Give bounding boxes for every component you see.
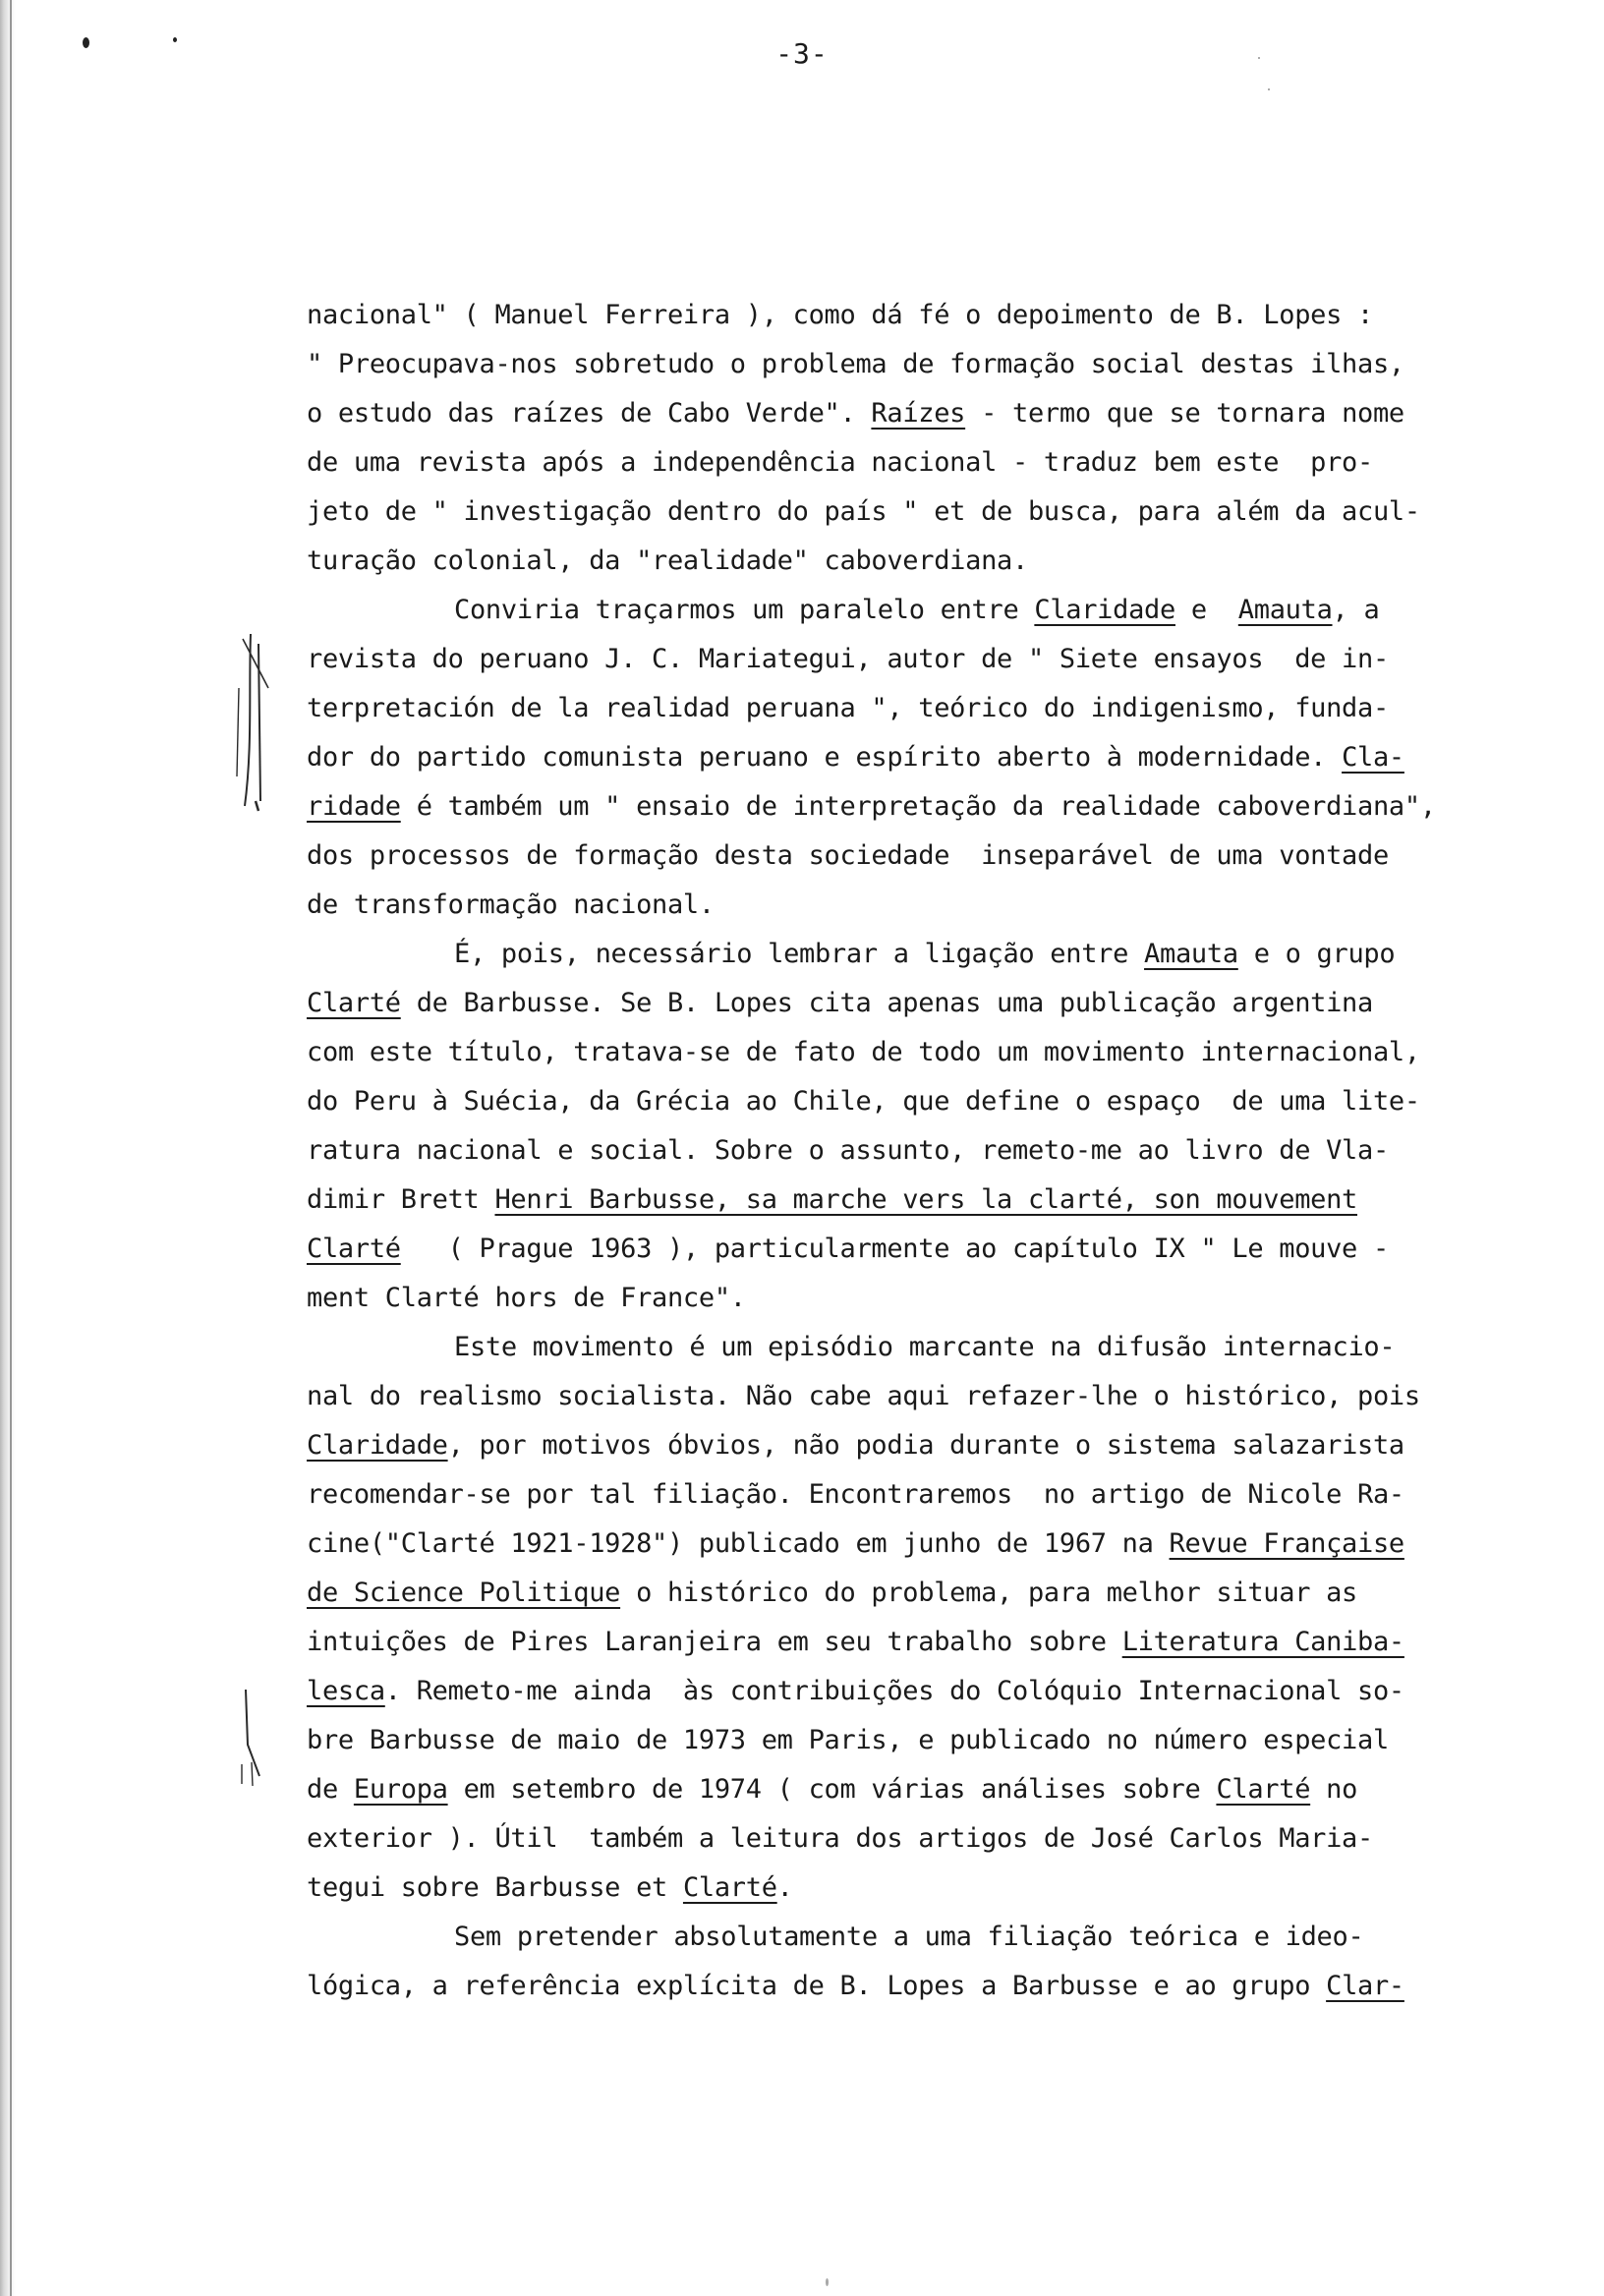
text-segment: terpretación de la realidad peruana ", teórico do indigenismo, funda- bbox=[307, 693, 1389, 723]
text-segment: com este título, tratava-se de fato de todo um movimento internacional, bbox=[307, 1037, 1420, 1067]
text-segment: é também um " ensaio de interpretação da realidade caboverdiana", bbox=[400, 791, 1436, 822]
text-line bbox=[307, 1618, 1486, 1667]
text-segment: dimir Brett bbox=[307, 1184, 495, 1215]
text-line bbox=[307, 1716, 1486, 1765]
text-segment: jeto de " investigação dentro do país " et de busca, para além da acul- bbox=[307, 496, 1420, 527]
text-segment: nal do realismo socialista. Não cabe aqui refazer-lhe o histórico, pois bbox=[307, 1381, 1420, 1411]
text-segment: revista do peruano J. C. Mariategui, autor de " Siete ensayos de in- bbox=[307, 644, 1389, 674]
text-segment: É, pois, necessário lembrar a ligação entre bbox=[454, 939, 1145, 969]
underlined-title: Clarté bbox=[307, 1234, 401, 1264]
text-segment: no bbox=[1310, 1774, 1358, 1805]
text-line bbox=[307, 389, 1486, 438]
text-line bbox=[307, 1225, 1486, 1274]
text-segment: . bbox=[776, 1872, 793, 1903]
binding-edge-shadow bbox=[0, 0, 16, 2296]
text-segment: de uma revista após a independência nacional - traduz bem este pro- bbox=[307, 447, 1373, 478]
text-segment: ( Prague 1963 ), particularmente ao capítulo IX " Le mouve - bbox=[400, 1234, 1389, 1264]
text-segment: lógica, a referência explícita de B. Lopes a Barbusse e ao grupo bbox=[307, 1971, 1327, 2001]
text-line bbox=[307, 1520, 1486, 1569]
text-line bbox=[307, 1274, 1486, 1323]
text-line bbox=[307, 586, 1486, 635]
text-segment: intuições de Pires Laranjeira em seu trabalho sobre bbox=[307, 1627, 1122, 1657]
text-segment: do Peru à Suécia, da Grécia ao Chile, que define o espaço de uma lite- bbox=[307, 1086, 1420, 1117]
text-line bbox=[307, 1126, 1486, 1176]
text-segment: tegui sobre Barbusse et bbox=[307, 1872, 683, 1903]
text-segment: cine("Clarté 1921-1928") publicado em junho de 1967 na bbox=[307, 1528, 1170, 1559]
page-number: -3- bbox=[775, 37, 829, 70]
text-segment: de Barbusse. Se B. Lopes cita apenas uma publicação argentina bbox=[400, 988, 1373, 1018]
text-segment: dor do partido comunista peruano e espírito aberto à modernidade. bbox=[307, 742, 1343, 773]
underlined-title: Clar- bbox=[1326, 1971, 1404, 2001]
text-line bbox=[307, 340, 1486, 389]
text-line bbox=[307, 1028, 1486, 1077]
underlined-title: de Science Politique bbox=[307, 1578, 621, 1608]
underlined-title: lesca bbox=[307, 1676, 385, 1706]
text-line bbox=[307, 1470, 1486, 1520]
text-segment: ment Clarté hors de France". bbox=[307, 1283, 746, 1313]
text-line bbox=[307, 1176, 1486, 1225]
underlined-title: Europa bbox=[353, 1774, 448, 1805]
underlined-title: Henri Barbusse, sa marche vers la clarté, son mouvement bbox=[494, 1184, 1358, 1215]
text-segment: " Preocupava-nos sobretudo o problema de formação social destas ilhas, bbox=[307, 349, 1404, 379]
body-text bbox=[307, 291, 1486, 2011]
text-line bbox=[307, 1372, 1486, 1421]
text-segment: , a bbox=[1332, 595, 1380, 625]
text-segment: - termo que se tornara nome bbox=[965, 398, 1404, 429]
text-segment: de transformação nacional. bbox=[307, 890, 715, 920]
text-line bbox=[307, 1569, 1486, 1618]
ink-speck bbox=[1268, 88, 1270, 90]
text-segment: de bbox=[307, 1774, 354, 1805]
text-segment: exterior ). Útil também a leitura dos artigos de José Carlos Maria- bbox=[307, 1823, 1373, 1854]
underlined-title: Clarté bbox=[1216, 1774, 1311, 1805]
text-line bbox=[307, 1323, 1486, 1372]
margin-bracket-mark bbox=[236, 1686, 275, 1794]
text-segment: recomendar-se por tal filiação. Encontraremos no artigo de Nicole Ra- bbox=[307, 1479, 1404, 1510]
underlined-title: Amauta bbox=[1144, 939, 1238, 969]
ink-speck bbox=[826, 2278, 829, 2286]
text-segment: e bbox=[1174, 595, 1238, 625]
text-segment: Este movimento é um episódio marcante na difusão internacio- bbox=[454, 1332, 1396, 1362]
underlined-title: Claridade bbox=[307, 1430, 448, 1461]
text-line bbox=[307, 1421, 1486, 1470]
text-line bbox=[307, 1913, 1486, 1962]
underlined-title: Cla- bbox=[1342, 742, 1404, 773]
underlined-title: Literatura Caniba- bbox=[1121, 1627, 1404, 1657]
text-segment: em setembro de 1974 ( com várias análises sobre bbox=[447, 1774, 1217, 1805]
text-segment: e o grupo bbox=[1237, 939, 1396, 969]
margin-bracket-mark bbox=[231, 629, 290, 816]
text-line bbox=[307, 1962, 1486, 2011]
text-segment: , por motivos óbvios, não podia durante o sistema salazarista bbox=[447, 1430, 1404, 1461]
underlined-title: Revue Française bbox=[1169, 1528, 1404, 1559]
text-line bbox=[307, 930, 1486, 979]
text-line bbox=[307, 733, 1486, 782]
text-line bbox=[307, 1077, 1486, 1126]
text-line bbox=[307, 635, 1486, 684]
underlined-title: Claridade bbox=[1034, 595, 1175, 625]
underlined-title: Clarté bbox=[682, 1872, 777, 1903]
text-line bbox=[307, 832, 1486, 881]
text-line bbox=[307, 1864, 1486, 1913]
text-segment: Sem pretender absolutamente a uma filiação teórica e ideo- bbox=[454, 1922, 1364, 1952]
text-line bbox=[307, 979, 1486, 1028]
text-line bbox=[307, 684, 1486, 733]
text-segment: o estudo das raízes de Cabo Verde". bbox=[307, 398, 872, 429]
text-segment: nacional" ( Manuel Ferreira ), como dá fé o depoimento de B. Lopes : bbox=[307, 300, 1373, 330]
text-segment: o histórico do problema, para melhor situar as bbox=[620, 1578, 1358, 1608]
text-line bbox=[307, 537, 1486, 586]
underlined-title: Amauta bbox=[1237, 595, 1333, 625]
underlined-title: ridade bbox=[307, 791, 401, 822]
text-segment: Conviria traçarmos um paralelo entre bbox=[454, 595, 1035, 625]
left-margin-rule bbox=[10, 0, 12, 2296]
text-line bbox=[307, 488, 1486, 537]
text-segment: bre Barbusse de maio de 1973 em Paris, e publicado no número especial bbox=[307, 1725, 1389, 1755]
text-line bbox=[307, 782, 1486, 832]
text-line bbox=[307, 1667, 1486, 1716]
text-line bbox=[307, 438, 1486, 488]
text-line bbox=[307, 1814, 1486, 1864]
text-segment: turação colonial, da "realidade" caboverdiana. bbox=[307, 545, 1028, 576]
text-line bbox=[307, 1765, 1486, 1814]
text-line bbox=[307, 881, 1486, 930]
underlined-title: Raízes bbox=[871, 398, 966, 429]
underlined-title: Clarté bbox=[307, 988, 401, 1018]
text-segment: . Remeto-me ainda às contribuições do Colóquio Internacional so- bbox=[384, 1676, 1404, 1706]
text-line bbox=[307, 291, 1486, 340]
text-segment: ratura nacional e social. Sobre o assunto, remeto-me ao livro de Vla- bbox=[307, 1135, 1389, 1166]
text-segment: dos processos de formação desta sociedade inseparável de uma vontade bbox=[307, 840, 1389, 871]
